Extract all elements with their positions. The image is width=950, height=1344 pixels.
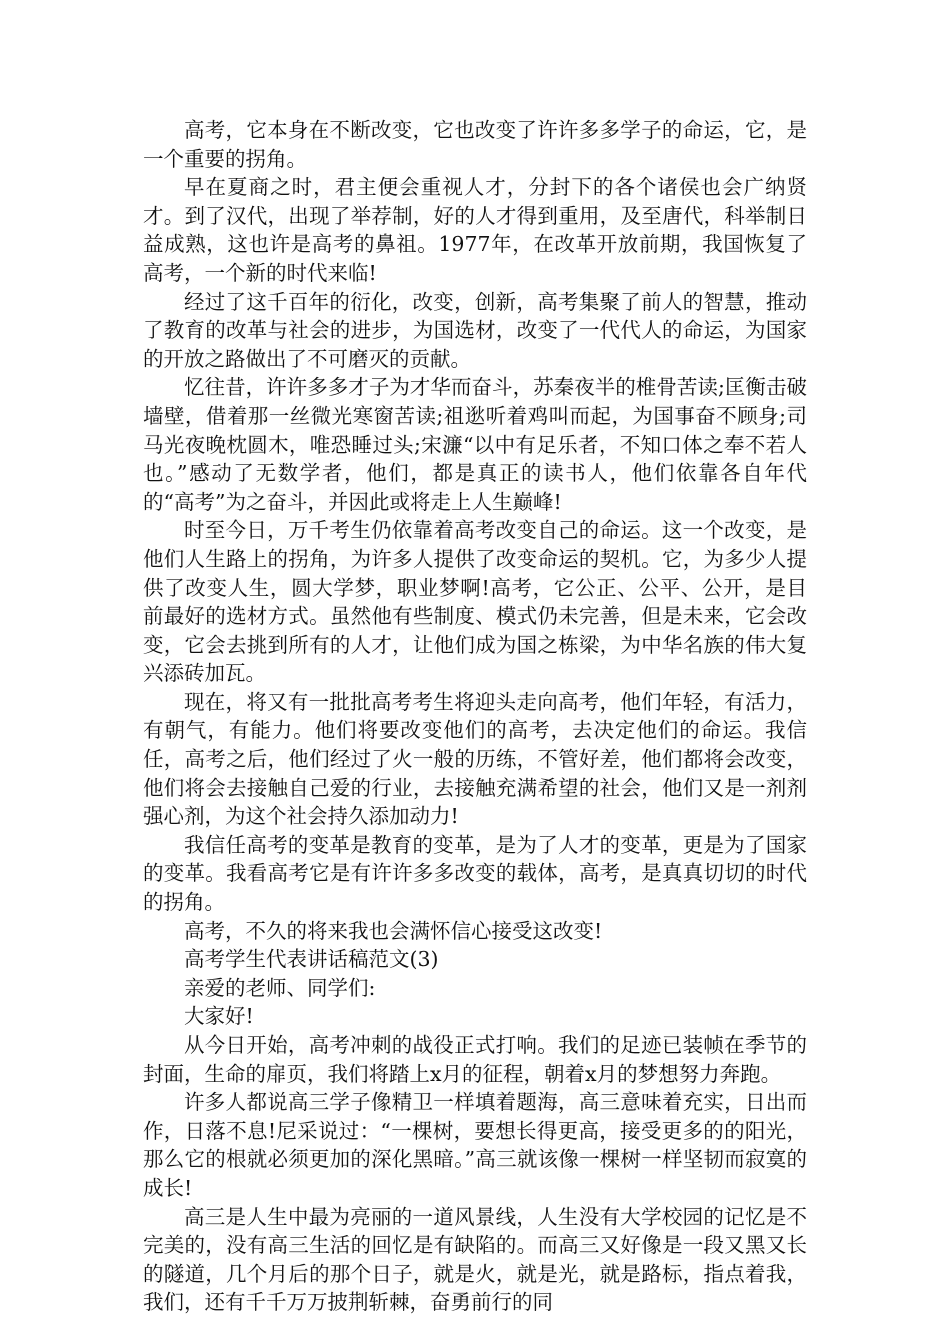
- paragraph: 高考，它本身在不断改变，它也改变了许许多多学子的命运，它，是一个重要的拐角。: [143, 118, 807, 171]
- section-heading: 高考学生代表讲话稿范文(3): [184, 947, 439, 972]
- salutation: 亲爱的老师、同学们:: [184, 975, 376, 1000]
- paragraph: 从今日开始，高考冲刺的战役正式打响。我们的足迹已装帧在季节的封面，生命的扉页，我们将踏上x月的征程，朝着x月的梦想努力奔跑。: [143, 1033, 807, 1086]
- paragraph: 时至今日，万千考生仍依靠着高考改变自己的命运。这一个改变，是他们人生路上的拐角，为许多人提供了改变命运的契机。它，为多少人提供了改变人生，圆大学梦，职业梦啊!高考，它公正、公平、公开，是目前最好的选材方式。虽然他有些制度、模式仍未完善，但是未来，它会改变，它会去挑到所有的人才，让他们成为国之栋梁，为中华名族的伟大复兴添砖加瓦。: [143, 518, 807, 686]
- paragraph: 许多人都说高三学子像精卫一样填着题海，高三意味着充实，日出而作，日落不息!尼采说过：“一棵树，要想长得更高，接受更多的的阳光，那么它的根就必须更加的深化黑暗。”高三就该像一棵树一样坚韧而寂寞的成长!: [143, 1090, 807, 1200]
- paragraph: 经过了这千百年的衍化，改变，创新，高考集聚了前人的智慧，推动了教育的改革与社会的进步，为国选材，改变了一代代人的命运，为国家的开放之路做出了不可磨灭的贡献。: [143, 289, 807, 371]
- paragraph: 我信任高考的变革是教育的变革，是为了人才的变革，更是为了国家的变革。我看高考它是有许许多多改变的载体，高考，是真真切切的时代的拐角。: [143, 832, 807, 915]
- paragraph: 早在夏商之时，君主便会重视人才，分封下的各个诸侯也会广纳贤才。到了汉代，出现了举荐制，好的人才得到重用，及至唐代，科举制日益成熟，这也许是高考的鼻祖。1977年，在改革开放前期，我国恢复了高考，一个新的时代来临!: [143, 175, 807, 285]
- paragraph: 忆往昔，许许多多才子为才华而奋斗，苏秦夜半的椎骨苦读;匡衡击破墙壁，借着那一丝微光寒窗苦读;祖逖听着鸡叫而起，为国事奋不顾身;司马光夜晚枕圆木，唯恐睡过头;宋濂“以中有足乐者，不知口体之奉不若人也。”感动了无数学者，他们，都是真正的读书人，他们依靠各自年代的“高考”为之奋斗，并因此或将走上人生巅峰!: [143, 375, 807, 514]
- paragraph: 高三是人生中最为亮丽的一道风景线，人生没有大学校园的记忆是不完美的，没有高三生活的回忆是有缺陷的。而高三又好像是一段又黑又长的隧道，几个月后的那个日子，就是火，就是光，就是路标，指点着我，我们，还有千千万万披荆斩棘，奋勇前行的同: [143, 1204, 807, 1315]
- greeting: 大家好!: [184, 1004, 254, 1029]
- paragraph: 现在，将又有一批批高考考生将迎头走向高考，他们年轻，有活力，有朝气，有能力。他们将要改变他们的高考，去决定他们的命运。我信任，高考之后，他们经过了火一般的历练，不管好差，他们都将会改变，他们将会去接触自己爱的行业，去接触充满希望的社会，他们又是一剂剂强心剂，为这个社会持久添加动力!: [143, 689, 807, 829]
- paragraph: 高考，不久的将来我也会满怀信心接受这改变!: [184, 918, 603, 943]
- document-page: [143, 116, 807, 1317]
